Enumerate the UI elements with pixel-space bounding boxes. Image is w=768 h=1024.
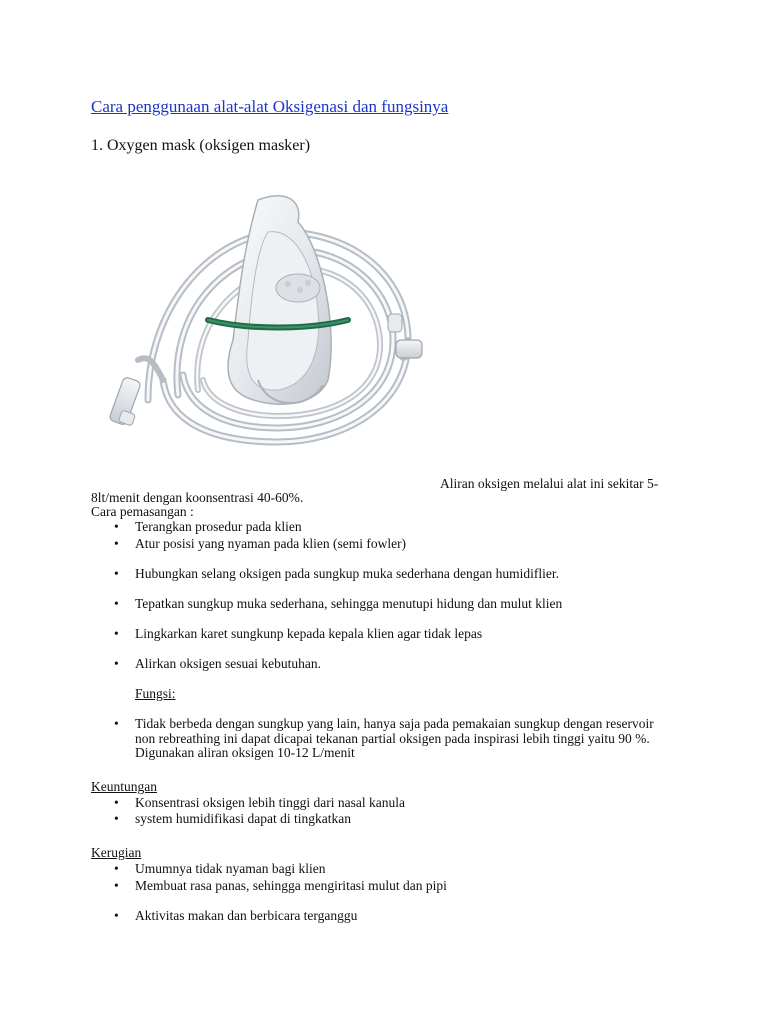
section-heading-oxygen-mask: 1. Oxygen mask (oksigen masker) bbox=[91, 137, 311, 154]
step-item: Alirkan oksigen sesuai kebutuhan. bbox=[135, 656, 321, 671]
page-title-link[interactable]: Cara penggunaan alat-alat Oksigenasi dan fungsinya bbox=[91, 97, 449, 116]
fungsi-text-line-1: Tidak berbeda dengan sungkup yang lain, hanya saja pada pemakaian sungkup dengan reservoir bbox=[135, 716, 654, 731]
kerugian-item: Membuat rasa panas, sehingga mengiritasi mulut dan pipi bbox=[135, 878, 447, 893]
bullet-icon: • bbox=[114, 795, 119, 810]
step-item: Hubungkan selang oksigen pada sungkup muka sederhana dengan humidiflier. bbox=[135, 566, 560, 581]
kerugian-item: Umumnya tidak nyaman bagi klien bbox=[135, 861, 326, 876]
keuntungan-item: Konsentrasi oksigen lebih tinggi dari nasal kanula bbox=[135, 795, 405, 810]
bullet-icon: • bbox=[114, 519, 119, 534]
bullet-icon: • bbox=[114, 656, 119, 671]
oxygen-mask-image bbox=[108, 180, 438, 460]
bullet-icon: • bbox=[114, 908, 119, 923]
cara-pemasangan-label: Cara pemasangan : bbox=[91, 504, 194, 519]
bullet-icon: • bbox=[114, 596, 119, 611]
kerugian-label: Kerugian bbox=[91, 845, 142, 860]
fungsi-text-line-2: non rebreathing ini dapat dicapai tekanan partial oksigen pada inspirasi lebih tinggi yaitu 90 %. bbox=[135, 731, 650, 746]
intro-line-2: 8lt/menit dengan koonsentrasi 40-60%. bbox=[91, 490, 304, 505]
kerugian-item: Aktivitas makan dan berbicara terganggu bbox=[135, 908, 358, 923]
bullet-icon: • bbox=[114, 716, 119, 731]
step-item: Terangkan prosedur pada klien bbox=[135, 519, 302, 534]
bullet-icon: • bbox=[114, 536, 119, 551]
fungsi-label: Fungsi: bbox=[135, 686, 176, 701]
keuntungan-item: system humidifikasi dapat di tingkatkan bbox=[135, 811, 351, 826]
bullet-icon: • bbox=[114, 626, 119, 641]
bullet-icon: • bbox=[114, 878, 119, 893]
keuntungan-label: Keuntungan bbox=[91, 779, 157, 794]
bullet-icon: • bbox=[114, 566, 119, 581]
step-item: Tepatkan sungkup muka sederhana, sehingga menutupi hidung dan mulut klien bbox=[135, 596, 563, 611]
step-item: Lingkarkan karet sungkunp kepada kepala klien agar tidak lepas bbox=[135, 626, 483, 641]
bullet-icon: • bbox=[114, 861, 119, 876]
left-connector bbox=[109, 376, 142, 426]
mask-body bbox=[228, 196, 331, 404]
fungsi-text-line-3: Digunakan aliran oksigen 10-12 L/menit bbox=[135, 745, 355, 760]
intro-line-1: Aliran oksigen melalui alat ini sekitar 5- bbox=[440, 476, 659, 491]
bullet-icon: • bbox=[114, 811, 119, 826]
step-item: Atur posisi yang nyaman pada klien (semi fowler) bbox=[135, 536, 407, 551]
